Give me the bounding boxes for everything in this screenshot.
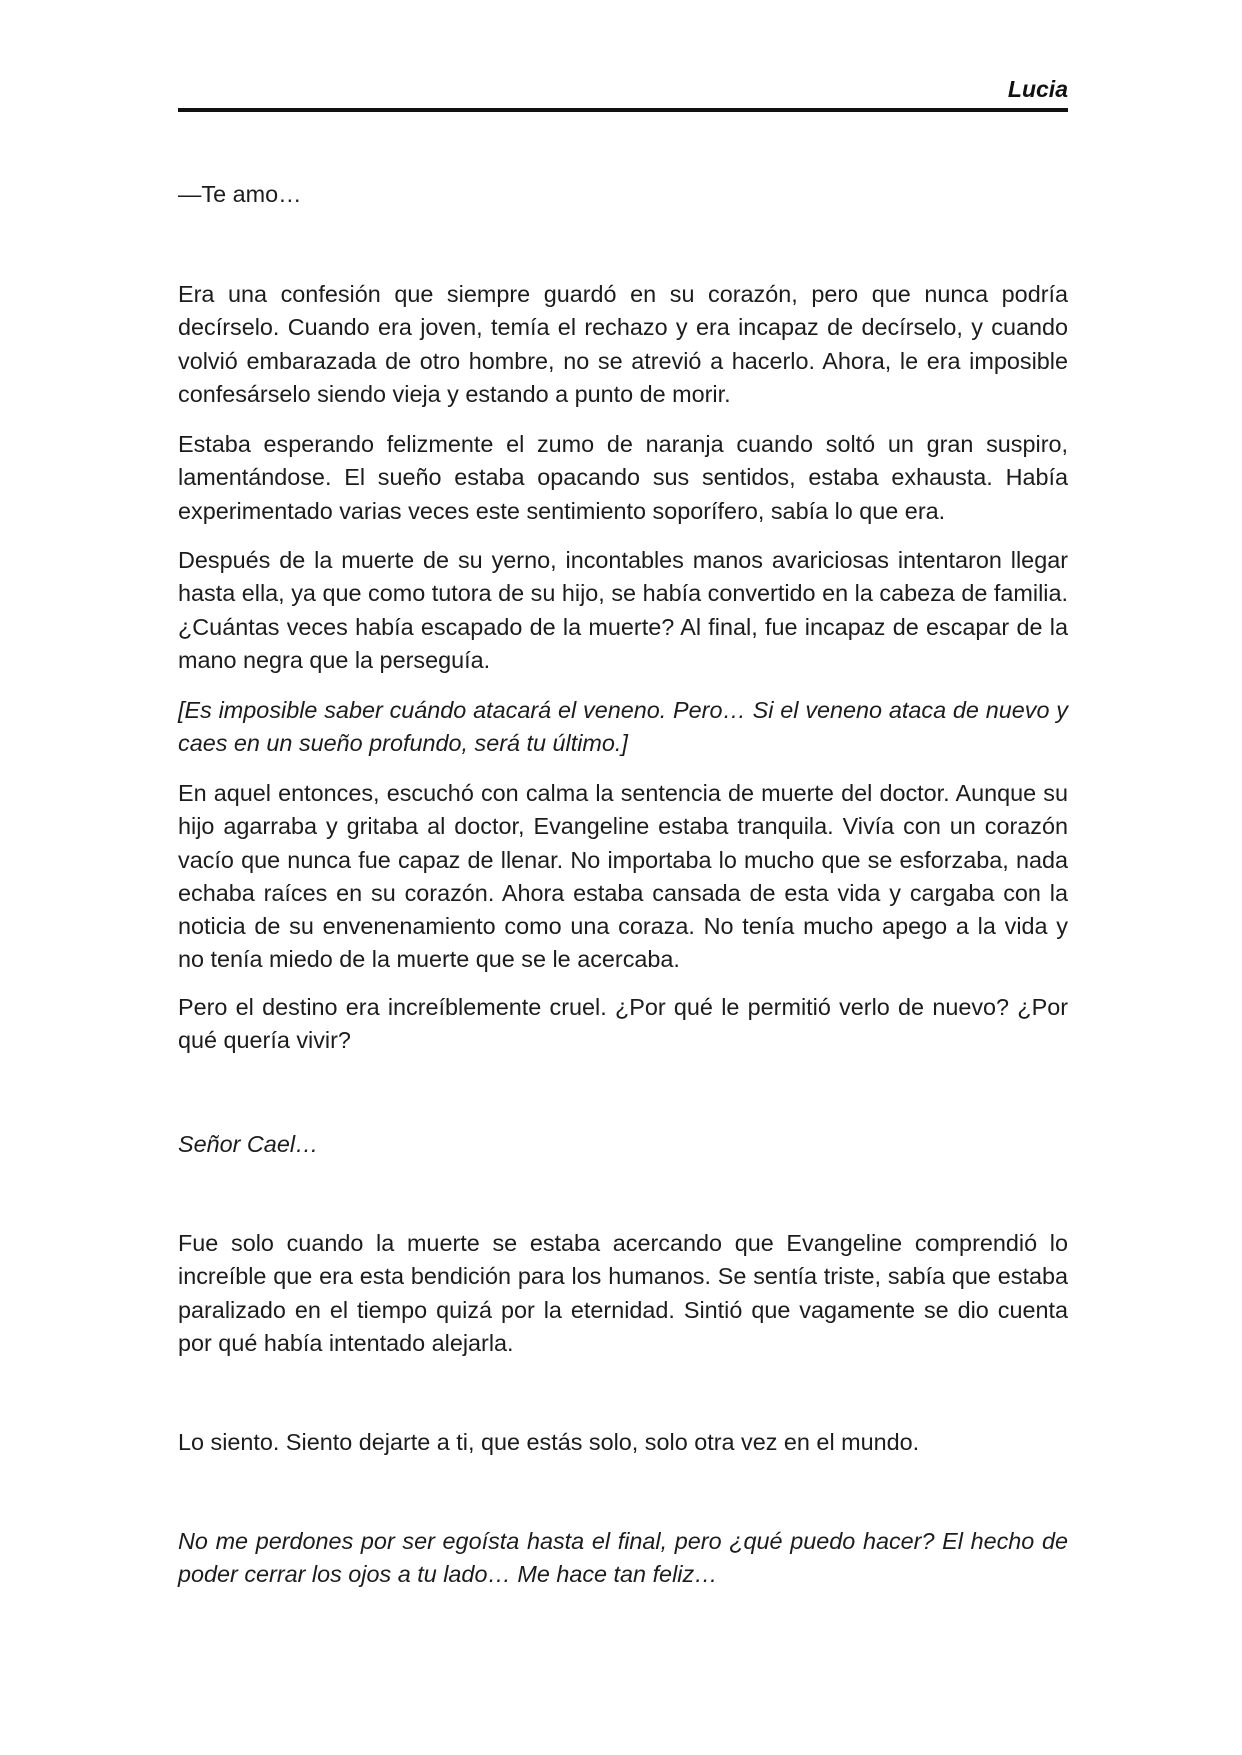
italic-thought: Señor Cael… — [178, 1131, 319, 1157]
paragraph: Lo siento. Siento dejarte a ti, que estás solo, solo otra vez en el mundo. — [178, 1429, 920, 1455]
italic-quote: [Es imposible saber cuándo atacará el veneno. Pero… Si el veneno ataca de nuevo y caes en un sueño profundo, será tu último.] — [178, 697, 1068, 757]
paragraph: Fue solo cuando la muerte se estaba acercando que Evangeline comprendió lo increíble que era esta bendición para los humanos. Se sentía triste, sabía que estaba paralizado en el tiempo quizá por la eternidad. Sintió que vagamente se dio cuenta por qué había intentado alejarla. — [178, 1230, 1068, 1356]
paragraph: Pero el destino era increíblemente cruel. ¿Por qué le permitió verlo de nuevo? ¿Por qué quería vivir? — [178, 994, 1068, 1054]
italic-thought: No me perdones por ser egoísta hasta el final, pero ¿qué puedo hacer? El hecho de poder cerrar los ojos a tu lado… Me hace tan feliz… — [178, 1528, 1068, 1588]
running-header-title: Lucia — [1007, 76, 1068, 102]
dialogue-line: —Te amo… — [178, 181, 302, 207]
header-rule — [178, 108, 1068, 112]
paragraph: Era una confesión que siempre guardó en su corazón, pero que nunca podría decírselo. Cuando era joven, temía el rechazo y era incapaz de decírselo, y cuando volvió embarazada de otro hombre, no se atrevió a hacerlo. Ahora, le era imposible confesárselo siendo vieja y estando a punto de morir. — [178, 281, 1068, 407]
paragraph: Después de la muerte de su yerno, incontables manos avariciosas intentaron llegar hasta ella, ya que como tutora de su hijo, se había convertido en la cabeza de familia. ¿Cuántas veces había escapado de la muerte? Al final, fue incapaz de escapar de la mano negra que la perseguía. — [178, 547, 1068, 673]
paragraph: Estaba esperando felizmente el zumo de naranja cuando soltó un gran suspiro, lamentándose. El sueño estaba opacando sus sentidos, estaba exhausta. Había experimentado varias veces este sentimiento soporífero, sabía lo que era. — [178, 431, 1068, 524]
paragraph: En aquel entonces, escuchó con calma la sentencia de muerte del doctor. Aunque su hijo agarraba y gritaba al doctor, Evangeline estaba tranquila. Vivía con un corazón vacío que nunca fue capaz de llenar. No importaba lo mucho que se esforzaba, nada echaba raíces en su corazón. Ahora estaba cansada de esta vida y cargaba con la noticia de su envenenamiento como una coraza. No tenía mucho apego a la vida y no tenía miedo de la muerte que se le acercaba. — [178, 780, 1068, 973]
